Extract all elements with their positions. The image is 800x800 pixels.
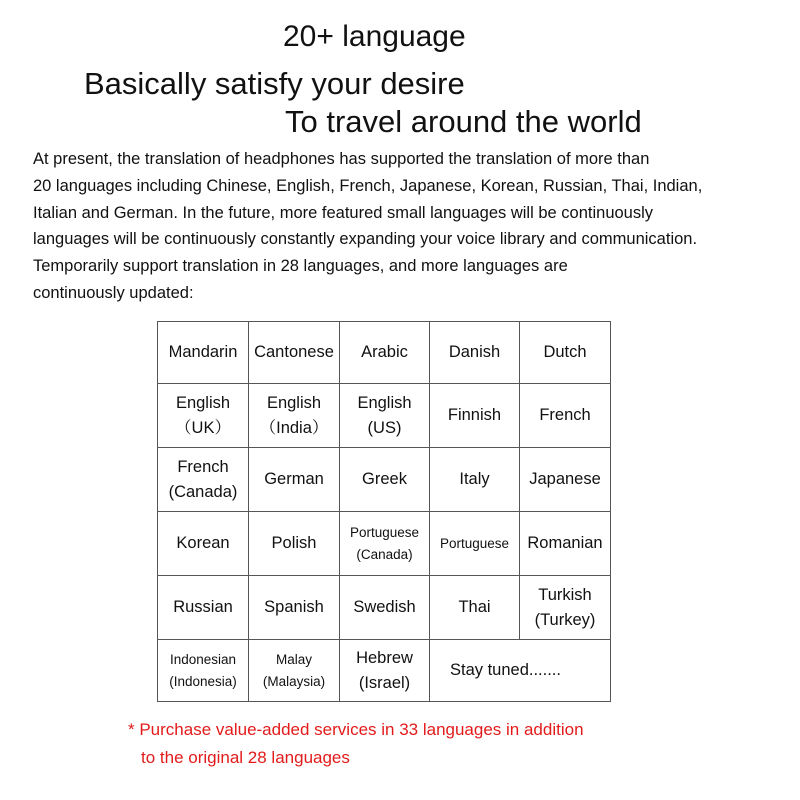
language-label: Greek — [362, 470, 407, 488]
language-label: Stay tuned....... — [450, 661, 561, 679]
language-cell — [249, 640, 340, 702]
language-cell — [430, 384, 520, 448]
language-label: Portuguese — [439, 535, 510, 551]
language-cell — [520, 322, 611, 384]
language-label: Dutch — [543, 343, 587, 361]
language-row — [158, 512, 611, 576]
language-label: （UK） — [175, 418, 231, 437]
language-row — [158, 322, 611, 384]
language-label: English — [357, 393, 412, 412]
paragraph-line: At present, the translation of headphones has supported the translation of more than — [33, 150, 650, 168]
language-cell — [340, 448, 430, 512]
language-label: Mandarin — [168, 343, 238, 361]
language-cell — [430, 512, 520, 576]
language-label: Indonesian — [169, 651, 237, 667]
language-label: Cantonese — [254, 343, 334, 361]
language-label: (Malaysia) — [262, 673, 326, 689]
language-label: English — [175, 393, 231, 412]
language-label: Swedish — [353, 598, 416, 616]
language-label: German — [264, 470, 324, 488]
language-row — [158, 576, 611, 640]
paragraph-line: continuously updated: — [33, 283, 194, 302]
language-label: Arabic — [361, 343, 408, 361]
language-label: English — [266, 393, 322, 412]
language-label: Finnish — [447, 406, 502, 424]
language-label: Portuguese — [349, 524, 420, 540]
language-cell — [430, 448, 520, 512]
language-cell — [520, 384, 611, 448]
language-cell — [158, 512, 249, 576]
language-cell — [430, 576, 520, 640]
language-label: Italy — [459, 470, 490, 488]
language-cell — [520, 512, 611, 576]
language-label: Polish — [271, 534, 317, 552]
language-cell — [158, 384, 249, 448]
language-label: (Turkey) — [534, 610, 596, 629]
language-cell — [158, 640, 249, 702]
paragraph-line: Italian and German. In the future, more featured small languages will be continuously — [33, 203, 654, 222]
language-label: Romanian — [527, 534, 603, 552]
headline-line-1: 20+ language — [283, 20, 466, 53]
language-cell — [158, 576, 249, 640]
language-label: (Canada) — [168, 482, 238, 501]
language-label: Danish — [448, 343, 501, 361]
language-cell — [249, 384, 340, 448]
language-label: (Canada) — [356, 546, 413, 562]
language-cell — [249, 322, 340, 384]
paragraph-line: languages will be continuously constantly expanding your voice library and communication. — [33, 230, 698, 249]
language-table — [157, 321, 611, 702]
language-label: （India） — [259, 418, 329, 437]
language-cell — [520, 448, 611, 512]
language-cell — [340, 512, 430, 576]
language-label: (US) — [367, 418, 402, 437]
language-cell — [249, 576, 340, 640]
language-cell — [249, 448, 340, 512]
language-cell — [158, 322, 249, 384]
language-label: Japanese — [529, 470, 601, 488]
language-cell — [430, 640, 611, 702]
language-label: Hebrew — [356, 648, 413, 667]
language-label: French — [539, 406, 591, 424]
language-cell — [249, 512, 340, 576]
paragraph-line: Temporarily support translation in 28 languages, and more languages are — [33, 257, 568, 276]
footnote — [128, 716, 584, 772]
language-label: Russian — [173, 598, 233, 616]
language-cell — [340, 640, 430, 702]
language-label: Thai — [458, 598, 491, 616]
language-cell — [340, 322, 430, 384]
language-label: Korean — [176, 534, 230, 552]
paragraph-line: 20 languages including Chinese, English, French, Japanese, Korean, Russian, Thai, Indian, — [33, 176, 703, 195]
headline-line-3: To travel around the world — [285, 104, 642, 139]
language-label: Spanish — [264, 598, 324, 616]
language-cell — [340, 576, 430, 640]
language-cell — [340, 384, 430, 448]
language-row — [158, 640, 611, 702]
language-label: (Indonesia) — [169, 673, 237, 689]
language-label: (Israel) — [358, 673, 411, 692]
language-row — [158, 384, 611, 448]
language-cell — [430, 322, 520, 384]
headline-line-2: Basically satisfy your desire — [84, 66, 465, 101]
footnote-line-1: * Purchase value-added services in 33 languages in addition — [128, 720, 584, 739]
description-paragraph — [33, 146, 793, 307]
language-label: Turkish — [538, 585, 592, 604]
language-label: Malay — [275, 651, 312, 667]
language-cell — [520, 576, 611, 640]
language-cell — [158, 448, 249, 512]
language-label: French — [177, 457, 229, 476]
footnote-line-2: to the original 28 languages — [141, 748, 350, 767]
language-row — [158, 448, 611, 512]
